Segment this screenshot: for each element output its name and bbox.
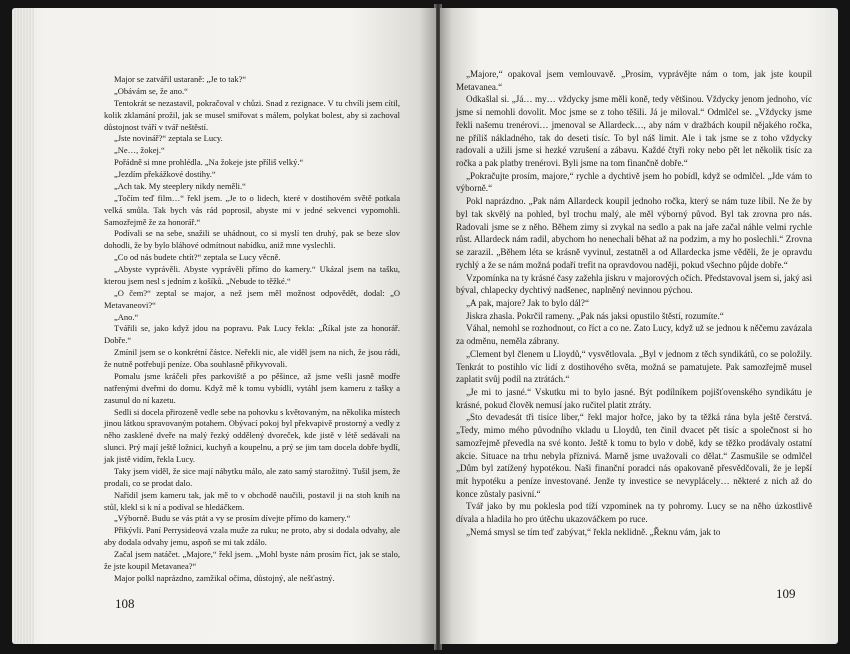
- paragraph: „Ach tak. My steeplery nikdy neměli.“: [114, 180, 246, 191]
- paragraph: Začal jsem natáčet. „Majore,“ řekl jsem. „Mohl byste nám prosím říct, jak se stalo, že jste koupil Metavanea?“: [104, 549, 400, 571]
- right-page-number: 109: [776, 586, 796, 601]
- right-page-text: [456, 68, 812, 539]
- paragraph: Nařídil jsem kameru tak, jak mě to v obchodě naučili, postavil ji na stoh knih na stůl, klekl si k ní a podíval se hledáčkem.: [104, 489, 400, 512]
- paragraph: Pořádně si mne prohlédla. „Na žokeje jste příliš velký.“: [114, 157, 304, 168]
- paragraph: Pokl naprázdno. „Pak nám Allardeck koupil jednoho ročka, který se nám tuze líbil. Ne že by byl tak skvělý na pohled, byl trochu malý, ale měl výborný původ. Byl tak zrovna pro nás. Radovali jsme se z něho. Během zimy si zvykal na sedlo a pak na jaře začal náhle velmi rychle růst. Allardeck nám radil, abychom ho nenechali běhat až na podzim, a my ho poslechli.“ Zrovna se zarazil. „Během léta se krásně vyvinul, zestatněl a od Allardecka jsme věděli, že je opravdu rychlý a že se nám možná podaří trefit na opravdovou naději, pokud všechno půjde dobře.“: [456, 196, 812, 270]
- paragraph: Tentokrát se nezastavil, pokračoval v chůzi. Snad z rezignace. V tu chvíli jsem cítil, kolik zklamání prožil, jak se musel smiřovat s málem, polykat bolest, aby si zachoval důstojnost tváří v tvář neštěstí.: [104, 97, 400, 132]
- paragraph: „O čem?“ zeptal se major, a než jsem měl možnost odpovědět, dodal: „O Metavaneovi?“: [104, 287, 400, 310]
- paragraph: „Jezdím překážkové dostihy.“: [114, 169, 216, 179]
- right-page: [440, 8, 838, 644]
- left-page-number: 108: [115, 596, 135, 611]
- paragraph: Přikývli. Paní Perrysideová vzala muže za ruku; ne proto, aby si dodala odvahy, ale aby dodala odvahy jemu, aspoň se mi tak zdálo.: [104, 525, 400, 548]
- paragraph: „Výborně. Budu se vás ptát a vy se prosím dívejte přímo do kamery.“: [114, 513, 351, 524]
- paragraph: „A pak, majore? Jak to bylo dál?“: [466, 297, 589, 308]
- paragraph: „Nemá smysl se tím teď zabývat,“ řekla neklidně. „Řeknu vám, jak to: [466, 526, 721, 537]
- paragraph: Zmínil jsem se o konkrétní částce. Neřekli nic, ale viděl jsem na nich, že jsou rádi, že nutně potřebují peníze. Oba souhlasně přikyvovali.: [104, 347, 400, 369]
- left-page-text: [104, 74, 400, 585]
- paragraph: „Jste novinář?“ zeptala se Lucy.: [114, 133, 223, 144]
- paragraph: „Točím teď film…“ řekl jsem. „Je to o lidech, které v dostihovém světě potkala velká smůla. Tak bych vás rád poprosil, abyste mi v jedné sekvenci vypomohli. Samozřejmě že za honorář.“: [104, 192, 400, 227]
- paragraph: Vzpomínka na ty krásné časy zažehla jiskru v majorových očích. Představoval jsem si, jaký asi býval, chlapecky dychtivý nadšenec, naplněný nevinnou pýchou.: [456, 272, 812, 296]
- paragraph: „Clement byl členem u Lloydů,“ vysvětlovala. „Byl v jednom z těch syndikátů, co se položily. Tenkrát to postihlo víc lidí z dostihového světa, možná se pamatujete. Pak samozřejmě musel zaplatit svůj podíl na ztrátách.“: [456, 348, 812, 385]
- paragraph: „Sto devadesát tři tisíce liber,“ řekl major hořce, jako by ta těžká rána byla ještě čerstvá. „Tedy, mimo mého původního vkladu u Lloydů, ten činil dvacet pět tisíc a společnost si ho samozřejmě převedla na své konto. Ještě k tomu to bylo v době, kdy se těžko prodávaly ostatní akcie. Situace na trhu nebyla příznivá. Marně jsme uvažovali co dělat.“ Zasmušile se odmlčel „Dům byl zatížený hypotékou. Naši finanční poradci nás opakovaně přesvědčovali, že je lepší mít hypotéku a peníze investované. Jenže ty investice se nevyplácely… některé z nich až do konce zůstaly pasivní.“: [456, 412, 812, 499]
- paragraph: Sedli si docela přirozeně vedle sebe na pohovku s květovaným, na několika místech jinou látkou spravovaným potahem. Obývací pokoj byl překvapivě prostorný a vedly z něho zasklené dveře na malý řezký oddělený dvoreček, kde jistě v létě sedávali na slunci. Prý mají ještě ložnici, kuchyň a koupelnu, a prý se jim tam docela dobře bydlí, jak jistě vidím, řekla Lucy.: [104, 406, 400, 464]
- paragraph: Tvář jako by mu poklesla pod tíží vzpomínek na ty pohromy. Lucy se na něho úzkostlivě dívala a hladila ho pro útěchu ukazováčkem po ruce.: [456, 501, 812, 525]
- paragraph: Odkašlal si. „Já… my… vždycky jsme měli koně, tedy většinou. Vždycky jenom jednoho, víc jsme si nemohli dovolit. Moc jsme se z toho těšili. Já je miloval.“ Odmlčel se. „Vždycky jsme řekli našemu trenérovi… jmenoval se Allardeck…, aby nám v dražbách koupil nějakého ročka, ne příliš nákladného, tak do deseti tisíc. To byl náš limit. Ale i tak jsme se z toho vždycky radovali a užili jsme si hezké vzrušení a zábavu. Každé čtyři roky nebo pět let několik tisíc za ročka a pak platby trenérovi. Byli jsme na tom finančně dobře.“: [456, 94, 812, 169]
- paragraph: Tvářili se, jako když jdou na popravu. Pak Lucy řekla: „Říkal jste za honorář. Dobře.“: [104, 323, 400, 346]
- paragraph: „Co od nás budete chtít?“ zeptala se Lucy věcně.: [114, 252, 281, 263]
- paragraph: Major polkl naprázdno, zamžikal očima, důstojný, ale nešťastný.: [114, 572, 335, 583]
- page-edges: [12, 8, 34, 644]
- paragraph: „Pokračujte prosím, majore,“ rychle a dychtivě jsem ho pobídl, když se odmlčel. „Jde vám to výborně.“: [456, 170, 812, 194]
- paragraph: „Ne…, žokej.“: [114, 145, 165, 156]
- paragraph: „Ano.“: [114, 311, 139, 322]
- paragraph: „Abyste vyprávěli. Abyste vyprávěli přímo do kamery.“ Ukázal jsem na tašku, kterou jsem nesl s jedním z košíků. „Nebude to těžké.“: [104, 264, 400, 286]
- paragraph: Podívali se na sebe, snažili se uhádnout, co si myslí ten druhý, pak se beze slov dohodli, že by bylo bláhové odmítnout nabídku, aniž mne vyslechli.: [104, 228, 400, 251]
- left-page: [12, 8, 436, 644]
- paragraph: Váhal, nemohl se rozhodnout, co říct a co ne. Zato Lucy, když už se jednou k něčemu zavázala za odměnu, neměla zábrany.: [456, 323, 812, 347]
- paragraph: Taky jsem viděl, že sice mají nábytku málo, ale zato samý starožitný. Tušil jsem, že prodali, co se prodat dalo.: [104, 465, 400, 488]
- paragraph: Jiskra zhasla. Pokrčil rameny. „Pak nás jaksi opustilo štěstí, rozumíte.“: [466, 310, 724, 321]
- paragraph: Major se zatvářil ustaraně: „Je to tak?“: [114, 74, 247, 84]
- paragraph: Pomalu jsme kráčeli přes parkoviště a po pěšince, až jsme vešli jasně modře natřenými dveřmi do domu. Když mě k tomu vybídli, vytáhl jsem kameru z tašky a zasunul do ní kazetu.: [104, 370, 400, 405]
- paragraph: „Majore,“ opakoval jsem vemlouvavě. „Prosím, vyprávějte nám o tom, jak jste koupil Metavanea.“: [456, 69, 812, 92]
- paragraph: „Obávám se, že ano.“: [114, 85, 188, 96]
- paragraph: „Je mi to jasné.“ Vskutku mi to bylo jasné. Být podílníkem pojišťovenského syndikátu je krásné, pokud člověk nemusí jako ručitel platit ztráty.: [456, 386, 812, 410]
